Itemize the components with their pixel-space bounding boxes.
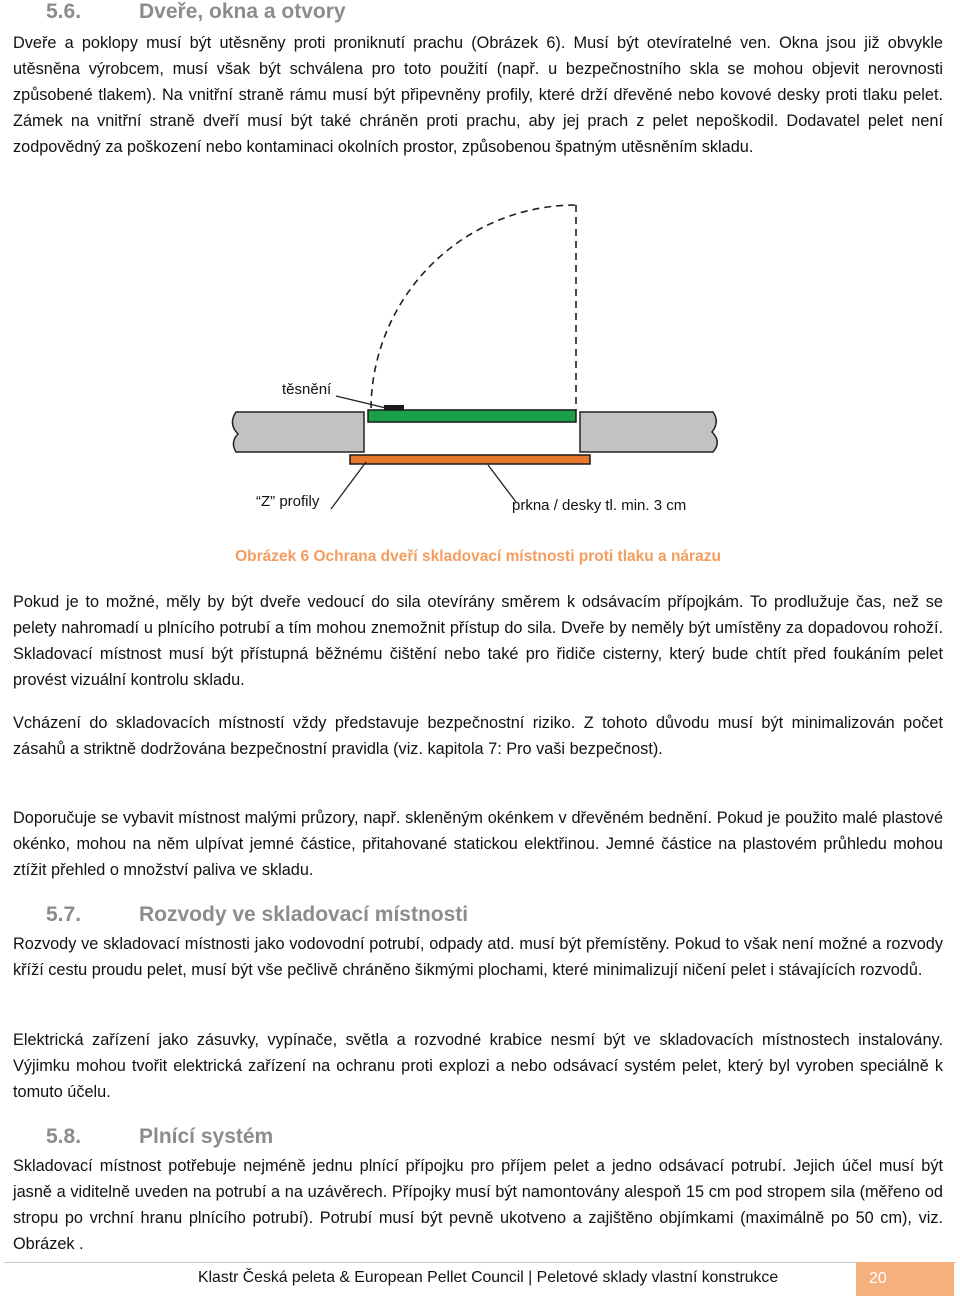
profiles-leader [331, 462, 366, 509]
page-number: 20 [869, 1270, 887, 1287]
paragraph-doors-sealing: Dveře a poklopy musí být utěsněny proti proniknutí prachu (Obrázek 6). Musí být otevíratelné ven. Okna jsou již obvykle utěsněna výrobcem, musí však být schválena pro toto použití (např. u bezpečnostního skla se mohou objevit nerovnosti způsobené tlakem). Na vnitřní straně rámu musí být připevněny profily, které drží dřevěné nebo kovové desky proti tlaku pelet. Zámek na vnitřní straně dveří musí být také chráněn proti prachu, aby jej prach z pelet nepoškodil. Dodavatel pelet není zodpovědný za poškození nebo kontaminaci okolních prostor, způsobenou špatným utěsněním skladu. [13, 34, 943, 156]
page-number-badge [856, 1262, 954, 1296]
section-title: Plnící systém [139, 1125, 274, 1148]
section-number: 5.8. [46, 1125, 82, 1148]
paragraph-inspection-window: Doporučuje se vybavit místnost malými průzory, např. skleněným okénkem v dřevěném bednění. Pokud je použito malé plastové okénko, mohou na něm ulpívat jemné částice, přitahované statickou elektřinou. Jemné částice na plastovém průhledu mohou ztížit přehled o množství paliva ve skladu. [13, 809, 943, 879]
section-number: 5.6. [46, 0, 82, 23]
seal-label: těsnění [282, 381, 332, 398]
section-heading-5-8 [46, 1125, 273, 1149]
section-number: 5.7. [46, 903, 82, 926]
seal-strip [384, 405, 404, 410]
boards-label: prkna / desky tl. min. 3 cm [512, 497, 687, 514]
right-wall [580, 412, 717, 452]
seal-leader [336, 396, 386, 408]
section-title: Dveře, okna a otvory [139, 0, 346, 23]
z-profile-board [350, 455, 590, 464]
figure-caption: Obrázek 6 Ochrana dveří skladovací místnosti proti tlaku a nárazu [235, 548, 721, 565]
paragraph-door-direction: Pokud je to možné, měly by být dveře vedoucí do sila otevírány směrem k odsávacím přípojkám. To prodlužuje čas, než se pelety nahromadí u plnícího potrubí a tím mohou znemožnit přístup do sila. Dveře by neměly být umístěny za dopadovou rohoží. Skladovací místnost musí být přístupná běžnému čištění nebo také pro řidiče cisterny, který bude chtít před foukáním pelet provést vizuální kontrolu skladu. [13, 593, 943, 689]
paragraph-filling-system: Skladovací místnost potřebuje nejméně jednu plnící přípojku pro příjem pelet a jedno odsávací potrubí. Jejich účel musí být jasně a viditelně uveden na potrubí a na uzávěrech. Přípojky musí být namontovány alespoň 15 cm pod stropem sila (měřeno od stropu po vrchní hranu plnícího potrubí). Potrubí musí být pevně ukotveno a zajištěno objímkami (maximálně po 50 cm), viz. Obrázek . [13, 1157, 943, 1253]
footer-text: Klastr Česká peleta & European Pellet Council | Peletové sklady vlastní konstrukce [198, 1269, 779, 1286]
paragraph-electrical: Elektrická zařízení jako zásuvky, vypínače, světla a rozvodné krabice nesmí být ve skladovacích místnostech instalovány. Výjimku mohou tvořit elektrická zařízení na ochranu proti explozi a nebo odsávací systém pelet, který byl vyroben speciálně k tomuto účelu. [13, 1031, 943, 1101]
door-swing-arc [371, 205, 576, 408]
left-wall [232, 412, 364, 452]
footer-divider [4, 1262, 956, 1263]
door-leaf [368, 410, 576, 422]
paragraph-safety-risk: Vcházení do skladovacích místností vždy představuje bezpečnostní riziko. Z tohoto důvodu musí být minimalizován počet zásahů a striktně dodržována bezpečnostní pravidla (viz. kapitola 7: Pro vaši bezpečnost). [13, 714, 943, 758]
profiles-label: “Z” profily [256, 493, 320, 510]
section-heading-5-6 [46, 0, 346, 24]
section-title: Rozvody ve skladovací místnosti [139, 903, 469, 926]
paragraph-installations: Rozvody ve skladovací místnosti jako vodovodní potrubí, odpady atd. musí být přemístěny. Pokud to však není možné a rozvody kříží cestu proudu pelet, musí být vše pečlivě chráněno šikmými plochami, které minimalizují ničení pelet i stávajících rozvodů. [13, 935, 943, 979]
door-protection-figure [226, 200, 726, 530]
section-heading-5-7 [46, 903, 468, 927]
